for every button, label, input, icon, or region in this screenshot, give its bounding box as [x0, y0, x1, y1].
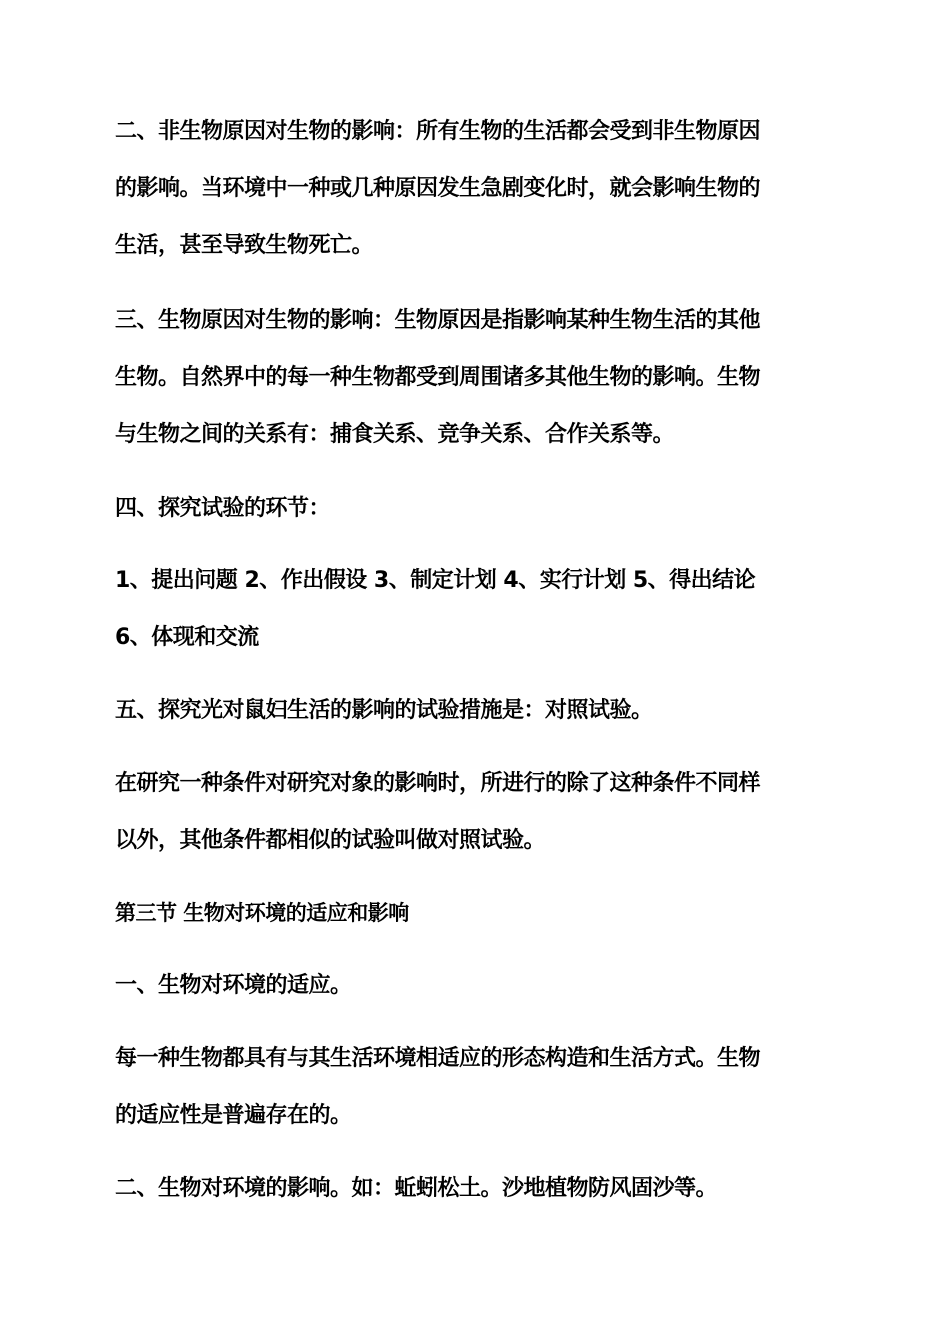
text-line: 在研究一种条件对研究对象的影响时，所进行的除了这种条件不同样	[115, 771, 761, 796]
text-line: 生物。自然界中的每一种生物都受到周围诸多其他生物的影响。生物	[115, 365, 761, 390]
text-line: 以外，其他条件都相似的试验叫做对照试验。	[115, 828, 546, 853]
text-line: 每一种生物都具有与其生活环境相适应的形态构造和生活方式。生物	[115, 1046, 761, 1071]
text-line: 第三节 生物对环境的适应和影响	[115, 901, 409, 925]
text-line: 三、生物原因对生物的影响：生物原因是指影响某种生物生活的其他	[115, 308, 761, 333]
text-line: 生活，甚至导致生物死亡。	[115, 233, 374, 258]
text-line: 的适应性是普遍存在的。	[115, 1103, 352, 1128]
paragraph-control-experiment	[115, 755, 840, 869]
paragraph-abiotic-factors	[115, 103, 840, 274]
paragraph-adaptation-body	[115, 1030, 840, 1144]
text-line: 1、提出问题 2、作出假设 3、制定计划 4、实行计划 5、得出结论	[115, 568, 756, 593]
paragraph-biotic-factors	[115, 292, 840, 463]
text-line: 二、非生物原因对生物的影响：所有生物的生活都会受到非生物原因	[115, 119, 761, 144]
text-line: 二、生物对环境的影响。如：蚯蚓松土。沙地植物防风固沙等。	[115, 1176, 718, 1201]
text-line: 的影响。当环境中一种或几种原因发生急剧变化时，就会影响生物的	[115, 176, 761, 201]
paragraph-environmental-influence	[115, 1160, 840, 1217]
section-heading	[115, 885, 840, 942]
paragraph-adaptation-title	[115, 957, 840, 1014]
text-line: 与生物之间的关系有：捕食关系、竞争关系、合作关系等。	[115, 422, 675, 447]
text-line: 6、体现和交流	[115, 625, 259, 650]
paragraph-woodlouse-experiment	[115, 682, 840, 739]
text-line: 一、生物对环境的适应。	[115, 973, 352, 998]
text-line: 五、探究光对鼠妇生活的影响的试验措施是：对照试验。	[115, 698, 653, 723]
text-line: 四、探究试验的环节：	[115, 496, 331, 521]
paragraph-inquiry-steps-list	[115, 552, 840, 666]
paragraph-inquiry-steps-title	[115, 480, 840, 537]
